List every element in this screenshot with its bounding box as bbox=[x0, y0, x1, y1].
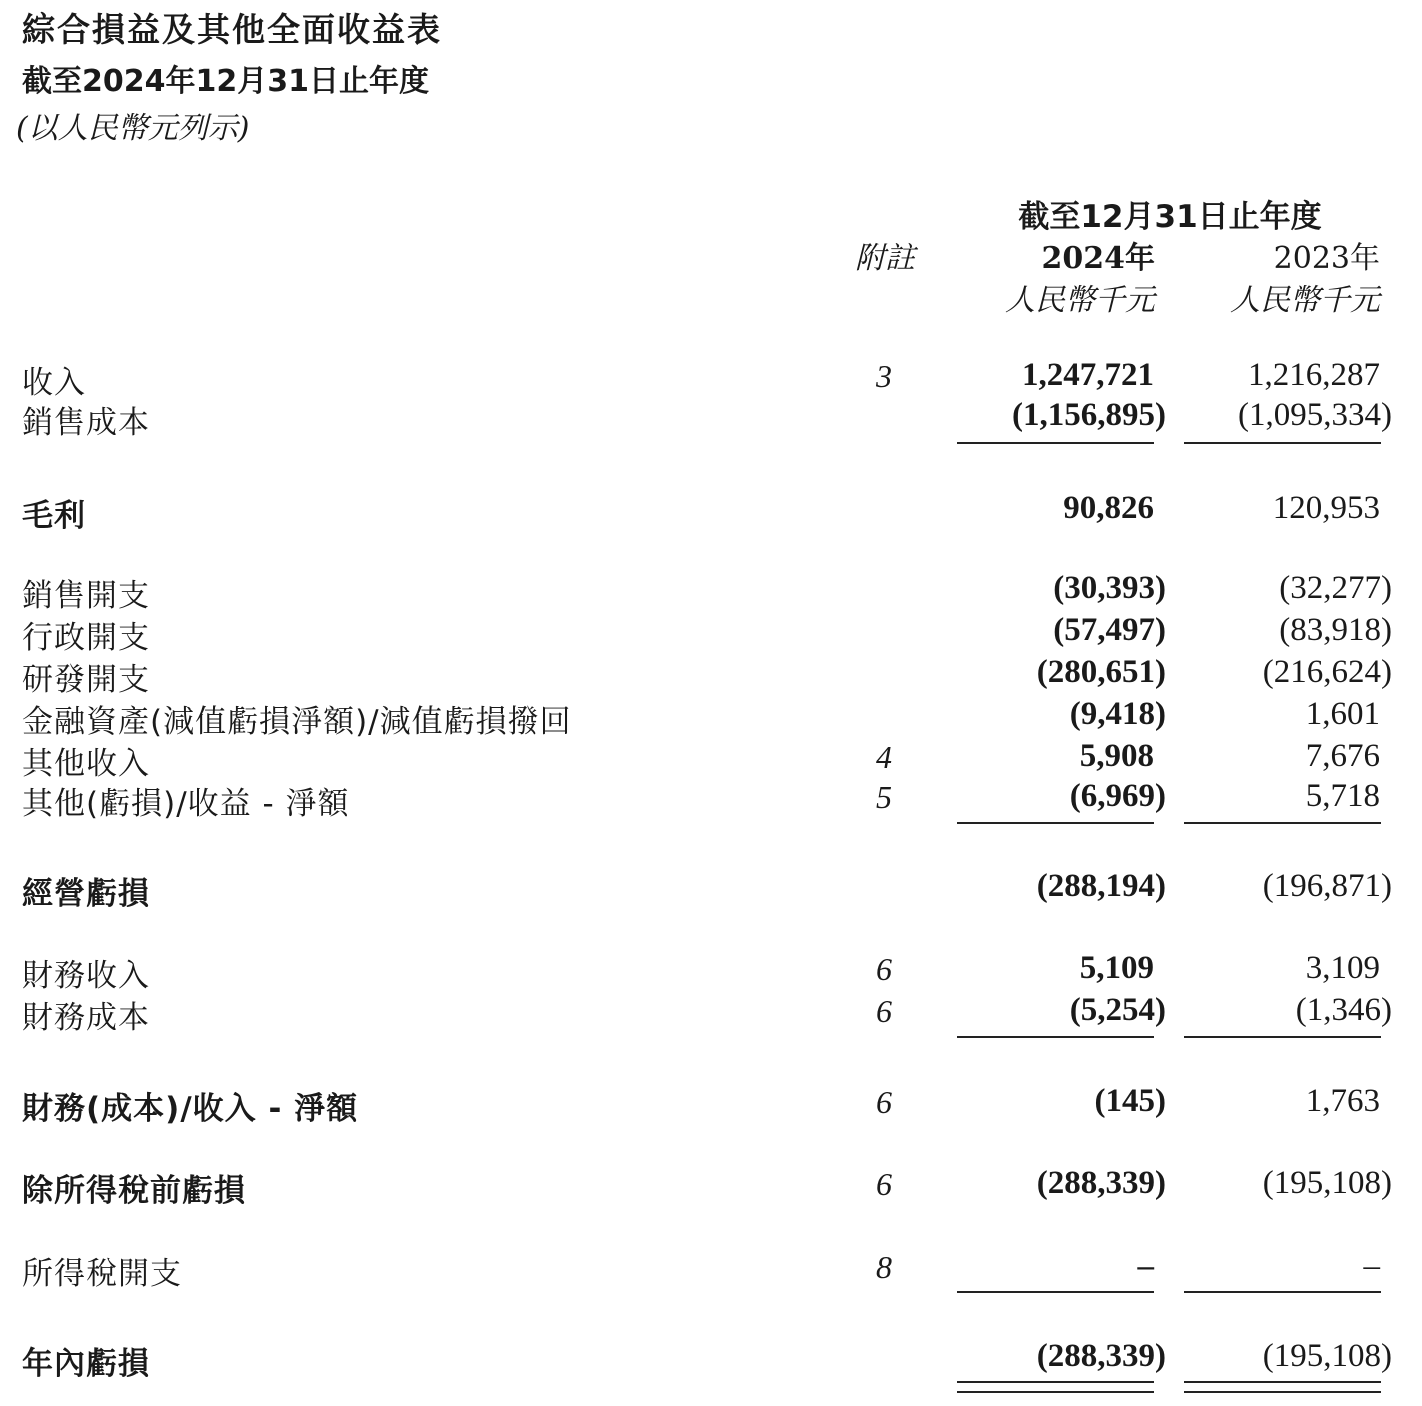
year-2023-header: 2023年 bbox=[1273, 241, 1380, 276]
value-2024: (145) bbox=[1094, 1083, 1166, 1119]
row-label: 財務收入 bbox=[22, 958, 150, 994]
row-label: 行政開支 bbox=[22, 620, 150, 656]
total-double-rule-2023 bbox=[1184, 1381, 1381, 1393]
row-label: 所得稅開支 bbox=[22, 1256, 182, 1292]
value-2023: 120,953 bbox=[1272, 490, 1380, 526]
value-2023: 1,601 bbox=[1305, 696, 1380, 732]
value-2023: (1,095,334) bbox=[1238, 397, 1392, 433]
value-2023: – bbox=[1363, 1248, 1380, 1284]
row-label: 毛利 bbox=[22, 498, 86, 534]
row-label: 銷售成本 bbox=[22, 405, 150, 441]
value-2023: 1,216,287 bbox=[1248, 357, 1380, 393]
subtotal-rule-2024 bbox=[957, 1291, 1154, 1293]
subtotal-rule-2023 bbox=[1184, 822, 1381, 824]
row-note: 6 bbox=[876, 1166, 892, 1202]
row-label: 除所得稅前虧損 bbox=[22, 1173, 246, 1209]
value-2023: (1,346) bbox=[1295, 992, 1392, 1028]
note-header: 附註 bbox=[855, 241, 915, 276]
unit-2024-header: 人民幣千元 bbox=[1005, 283, 1155, 318]
unit-2023-header: 人民幣千元 bbox=[1230, 283, 1380, 318]
period-header: 截至12月31日止年度 bbox=[1018, 199, 1322, 235]
row-note: 3 bbox=[876, 358, 892, 394]
value-2023: (216,624) bbox=[1262, 654, 1392, 690]
value-2023: (32,277) bbox=[1279, 570, 1392, 606]
value-2023: 5,718 bbox=[1305, 778, 1380, 814]
row-label: 其他(虧損)/收益 - 淨額 bbox=[22, 786, 350, 822]
value-2024: 1,247,721 bbox=[1022, 357, 1154, 393]
subtotal-rule-2023 bbox=[1184, 442, 1381, 444]
row-note: 6 bbox=[876, 1084, 892, 1120]
row-label: 財務成本 bbox=[22, 1000, 150, 1036]
row-label: 銷售開支 bbox=[22, 578, 150, 614]
row-label: 其他收入 bbox=[22, 746, 150, 782]
value-2023: 7,676 bbox=[1305, 738, 1380, 774]
value-2024: (288,339) bbox=[1036, 1338, 1166, 1374]
total-double-rule-2024 bbox=[957, 1381, 1154, 1393]
currency-note: (以人民幣元列示) bbox=[16, 111, 250, 146]
row-label: 收入 bbox=[22, 365, 86, 401]
value-2024: 90,826 bbox=[1063, 490, 1154, 526]
row-label: 財務(成本)/收入 - 淨額 bbox=[22, 1091, 359, 1127]
value-2023: (195,108) bbox=[1262, 1165, 1392, 1201]
value-2024: (57,497) bbox=[1053, 612, 1166, 648]
row-label: 研發開支 bbox=[22, 662, 150, 698]
value-2024: 5,908 bbox=[1079, 738, 1154, 774]
row-note: 6 bbox=[876, 951, 892, 987]
year-2024-header: 2024年 bbox=[1041, 241, 1155, 276]
subtotal-rule-2024 bbox=[957, 822, 1154, 824]
row-note: 5 bbox=[876, 779, 892, 815]
value-2023: (195,108) bbox=[1262, 1338, 1392, 1374]
value-2024: (30,393) bbox=[1053, 570, 1166, 606]
value-2024: (9,418) bbox=[1069, 696, 1166, 732]
value-2024: (288,339) bbox=[1036, 1165, 1166, 1201]
subtotal-rule-2024 bbox=[957, 1036, 1154, 1038]
value-2023: (196,871) bbox=[1262, 868, 1392, 904]
row-note: 6 bbox=[876, 993, 892, 1029]
row-label: 金融資產(減值虧損淨額)/減值虧損撥回 bbox=[22, 704, 572, 740]
statement-title: 綜合損益及其他全面收益表 bbox=[22, 10, 442, 49]
row-label: 年內虧損 bbox=[22, 1346, 150, 1382]
statement-period: 截至2024年12月31日止年度 bbox=[22, 64, 429, 99]
value-2023: (83,918) bbox=[1279, 612, 1392, 648]
value-2024: (6,969) bbox=[1069, 778, 1166, 814]
row-note: 8 bbox=[876, 1249, 892, 1285]
value-2023: 3,109 bbox=[1305, 950, 1380, 986]
value-2024: – bbox=[1137, 1248, 1154, 1284]
value-2024: (5,254) bbox=[1069, 992, 1166, 1028]
subtotal-rule-2023 bbox=[1184, 1036, 1381, 1038]
value-2024: 5,109 bbox=[1079, 950, 1154, 986]
subtotal-rule-2023 bbox=[1184, 1291, 1381, 1293]
value-2024: (288,194) bbox=[1036, 868, 1166, 904]
value-2024: (1,156,895) bbox=[1012, 397, 1166, 433]
row-label: 經營虧損 bbox=[22, 876, 150, 912]
value-2023: 1,763 bbox=[1305, 1083, 1380, 1119]
subtotal-rule-2024 bbox=[957, 442, 1154, 444]
row-note: 4 bbox=[876, 739, 892, 775]
value-2024: (280,651) bbox=[1036, 654, 1166, 690]
